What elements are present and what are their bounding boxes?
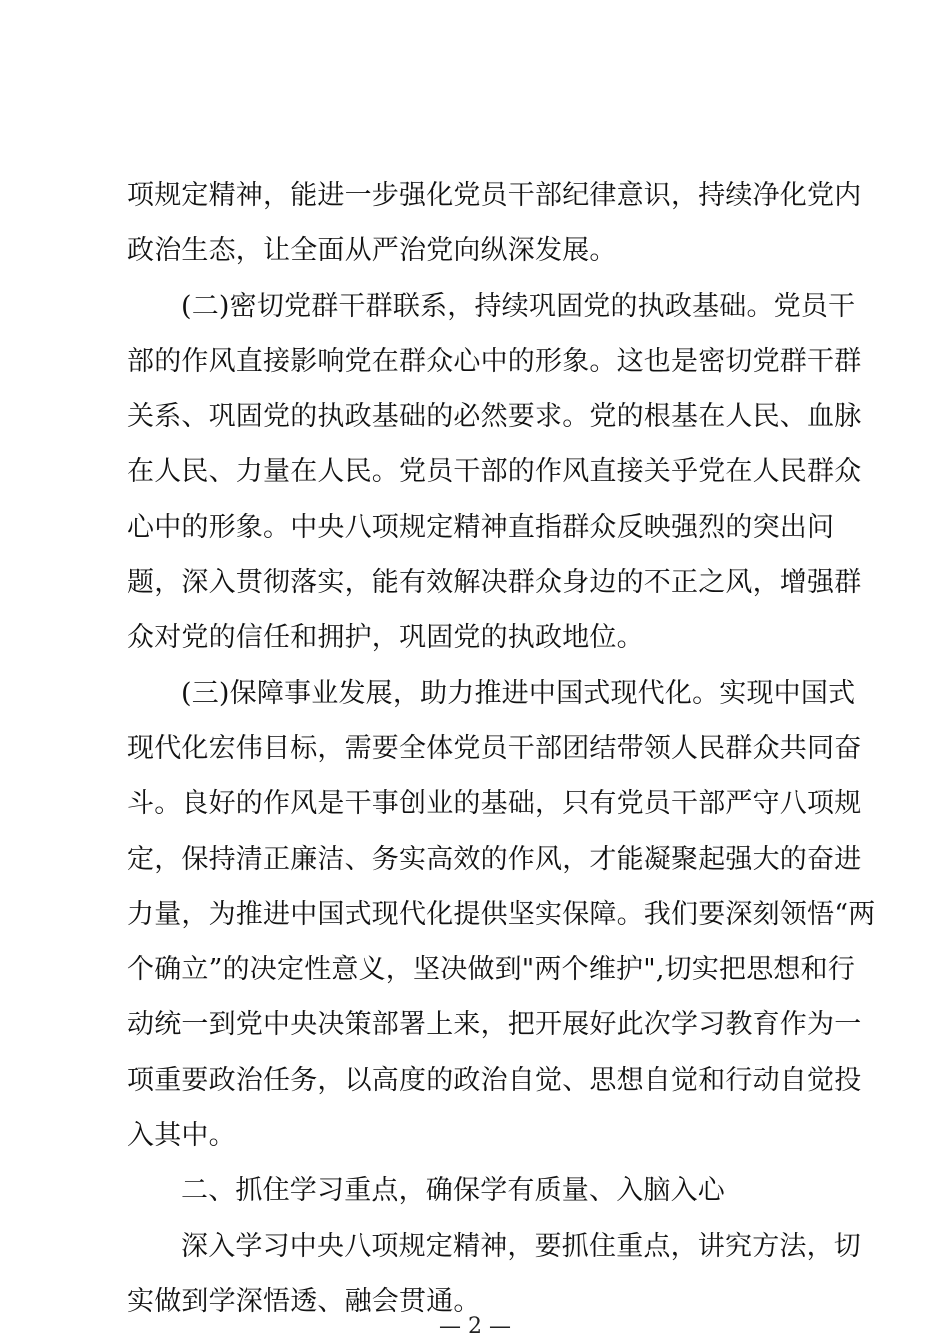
page-number: — 2 — <box>439 1314 511 1339</box>
paragraph-line: 入其中。 <box>127 1120 236 1152</box>
paragraph-line: 动统一到党中央决策部署上来，把开展好此次学习教育作为一 <box>127 1009 862 1041</box>
paragraph-line: 项重要政治任务，以高度的政治自觉、思想自觉和行动自觉投 <box>127 1064 862 1096</box>
paragraph-line: (三)保障事业发展，助力推进中国式现代化。实现中国式 <box>181 677 856 709</box>
document-body <box>127 168 876 1329</box>
paragraph-line: 在人民、力量在人民。党员干部的作风直接关乎党在人民群众 <box>127 456 862 488</box>
paragraph-line: 个确立”的决定性意义，坚决做到"两个维护",切实把思想和行 <box>127 954 856 986</box>
paragraph-line: 力量，为推进中国式现代化提供坚实保障。我们要深刻领悟“两 <box>127 898 876 930</box>
paragraph-line: 现代化宏伟目标，需要全体党员干部团结带领人民群众共同奋 <box>127 732 862 764</box>
section-heading: 二、抓住学习重点，确保学有质量、入脑入心 <box>181 1175 725 1207</box>
paragraph-line: 深入学习中央八项规定精神，要抓住重点，讲究方法，切 <box>181 1230 861 1262</box>
paragraph-line: 定，保持清正廉洁、务实高效的作风，才能凝聚起强大的奋进 <box>127 843 862 875</box>
paragraph-line: (二)密切党群干群联系，持续巩固党的执政基础。党员干 <box>181 290 856 322</box>
paragraph-line: 项规定精神，能进一步强化党员干部纪律意识，持续净化党内 <box>127 180 862 211</box>
paragraph-line: 部的作风直接影响党在群众心中的形象。这也是密切党群干群 <box>127 345 862 377</box>
paragraph-line: 心中的形象。中央八项规定精神直指群众反映强烈的突出问 <box>127 511 835 543</box>
paragraph-line: 政治生态，让全面从严治党向纵深发展。 <box>127 235 617 267</box>
paragraph-line: 实做到学深悟透、融会贯通。 <box>127 1285 481 1317</box>
paragraph-line: 关系、巩固党的执政基础的必然要求。党的根基在人民、血脉 <box>127 401 862 433</box>
paragraph-line: 题，深入贯彻落实，能有效解决群众身边的不正之风，增强群 <box>127 567 862 599</box>
paragraph-line: 斗。良好的作风是干事创业的基础，只有党员干部严守八项规 <box>127 788 862 820</box>
paragraph-line: 众对党的信任和拥护，巩固党的执政地位。 <box>127 622 644 654</box>
